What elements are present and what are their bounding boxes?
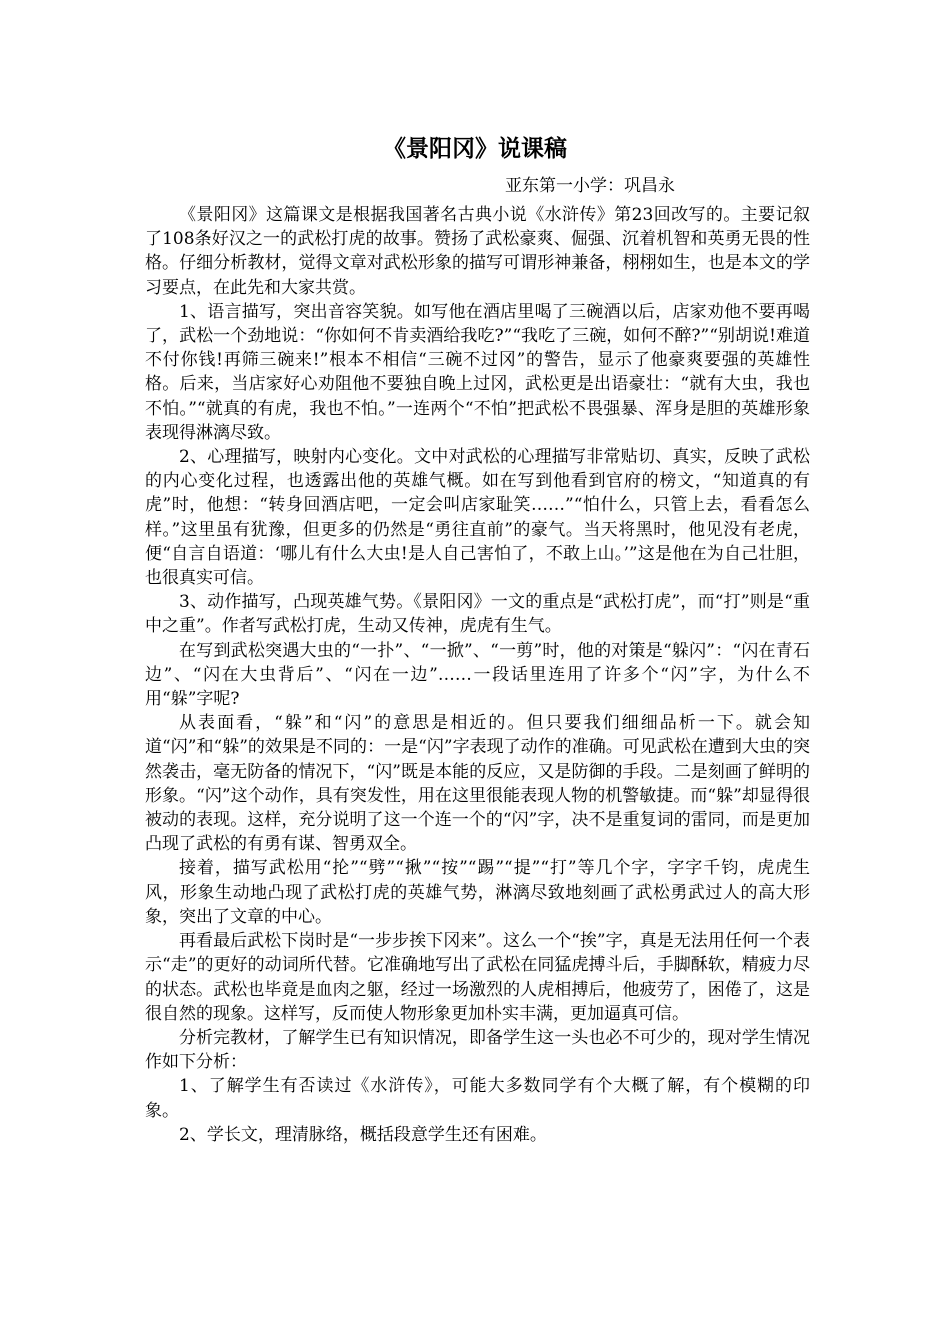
document-author: 亚东第一小学：巩昌永 <box>505 176 675 196</box>
document-body <box>145 203 810 1147</box>
paragraph: 2、心理描写，映射内心变化。文中对武松的心理描写非常贴切、真实，反映了武松的内心变化过程，也透露出他的英雄气概。如在写到他看到官府的榜文，“知道真的有虎”时，他想：“转身回酒店吧，一定会叫店家耻笑……”“怕什么，只管上去，看看怎么样。”这里虽有犹豫，但更多的仍然是“勇往直前”的豪气。当天将黑时，他见没有老虎，便“自言自语道：‘哪儿有什么大虫!是人自己害怕了，不敢上山。’”这是他在为自己壮胆，也很真实可信。 <box>145 447 810 589</box>
paragraph: 2、学长文，理清脉络，概括段意学生还有困难。 <box>179 1124 547 1145</box>
paragraph: 分析完教材，了解学生已有知识情况，即备学生这一头也必不可少的，现对学生情况作如下分析： <box>145 1027 810 1073</box>
paragraph: 1、语言描写，突出音容笑貌。如写他在酒店里喝了三碗酒以后，店家劝他不要再喝了，武松一个劲地说：“你如何不肯卖酒给我吃?”“我吃了三碗，如何不醉?”“别胡说!难道不付你钱!再筛三碗来!”根本不相信“三碗不过冈”的警告，显示了他豪爽要强的英雄性格。后来，当店家好心劝阻他不要独自晚上过冈，武松更是出语豪壮：“就有大虫，我也不怕。”“就真的有虎，我也不怕。”一连两个“不怕”把武松不畏强暴、浑身是胆的英雄形象表现得淋漓尽致。 <box>145 301 810 443</box>
paragraph: 1、了解学生有否读过《水浒传》，可能大多数同学有个大概了解，有个模糊的印象。 <box>145 1076 810 1121</box>
paragraph: 在写到武松突遇大虫的“一扑”、“一掀”、“一剪”时，他的对策是“躲闪”：“闪在青石边”、“闪在大虫背后”、“闪在一边”……一段话里连用了许多个“闪”字，为什么不用“躲”字呢? <box>145 640 810 710</box>
paragraph: 《景阳冈》这篇课文是根据我国著名古典小说《水浒传》第23回改写的。主要记叙了108条好汉之一的武松打虎的故事。赞扬了武松豪爽、倔强、沉着机智和英勇无畏的性格。仔细分析教材，觉得文章对武松形象的描写可谓形神兼备，栩栩如生，也是本文的学习要点，在此先和大家共赏。 <box>145 205 810 298</box>
paragraph: 3、动作描写，凸现英雄气势。《景阳冈》一文的重点是“武松打虎”，而“打”则是“重中之重”。作者写武松打虎，生动又传神，虎虎有生气。 <box>145 592 810 637</box>
paragraph: 从表面看，“躲”和“闪”的意思是相近的。但只要我们细细品析一下。就会知道“闪”和“躲”的效果是不同的：一是“闪”字表现了动作的准确。可见武松在遭到大虫的突然袭击，毫无防备的情况下，“闪”既是本能的反应，又是防御的手段。二是刻画了鲜明的形象。“闪”这个动作，具有突发性，用在这里很能表现人物的机警敏捷。而“躲”却显得很被动的表现。这样，充分说明了这一个连一个的“闪”字，决不是重复词的雷同，而是更加凸现了武松的有勇有谋、智勇双全。 <box>145 713 810 855</box>
paragraph: 再看最后武松下岗时是“一步步挨下冈来”。这么一个“挨”字，真是无法用任何一个表示“走”的更好的动词所代替。它准确地写出了武松在同猛虎搏斗后，手脚酥软，精疲力尽的状态。武松也毕竟是血肉之躯，经过一场激烈的人虎相搏后，他疲劳了，困倦了，这是很自然的现象。这样写，反而使人物形象更加朴实丰满，更加逼真可信。 <box>145 931 810 1024</box>
document-title: 《景阳冈》说课稿 <box>383 135 567 162</box>
paragraph: 接着，描写武松用“抡”“劈”“揪”“按”“踢”“提”“打”等几个字，字字千钧，虎虎生风，形象生动地凸现了武松打虎的英雄气势，淋漓尽致地刻画了武松勇武过人的高大形象，突出了文章的中心。 <box>145 858 810 927</box>
